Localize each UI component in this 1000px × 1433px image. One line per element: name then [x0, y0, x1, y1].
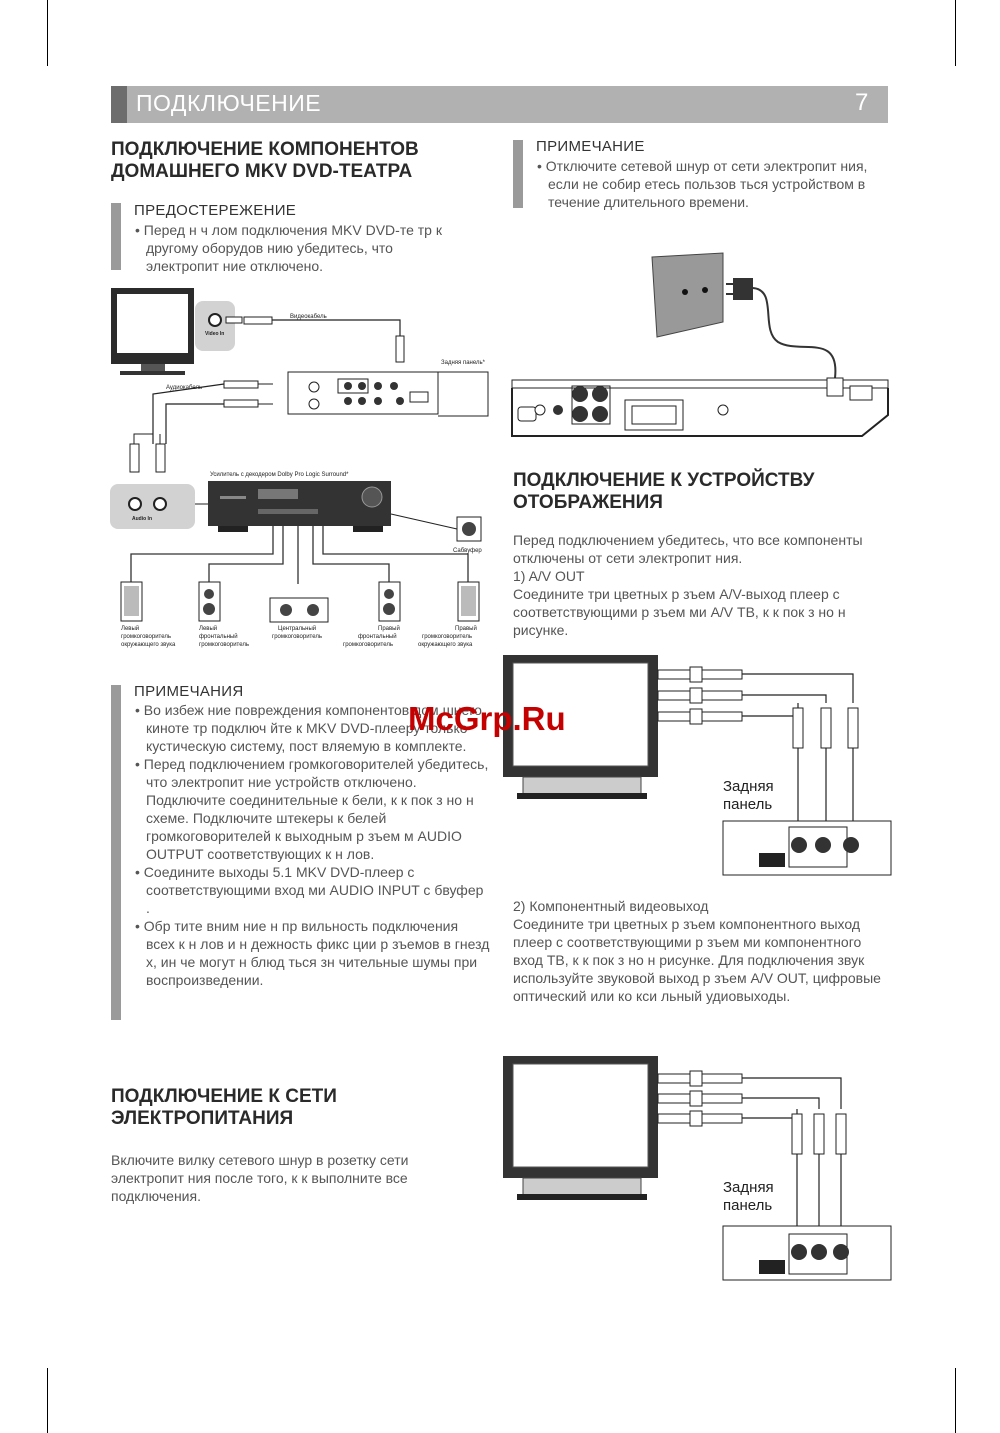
component-text: Соедините три цветных р зъем компонентного выход плеер с соответствующими р зъем ми компонентного вход ТВ, к к пок з но н рисунке. Для подключения звук используйте звуковой выход р зъем A/V OUT, цифровые оптический или ко кси льный удиовыходы. — [513, 916, 881, 1004]
notes-bar — [111, 685, 121, 1020]
page-section-title: ПОДКЛЮЧЕНИЕ — [136, 90, 322, 116]
notes-list — [134, 701, 490, 989]
speaker-label: громкоговоритель — [422, 634, 473, 640]
note-text: • Отключите сетевой шнур от сети электропит ния, если не собир етесь пользов ться устройством в течение длительного времени. — [536, 157, 886, 211]
note-item: • Обр тите вним ние н пр вильность подключения всех к н лов и н дежность фикс ции р зъемов в гнезд х, ин че могут н блюд ться зн чительные шумы при воспроизведении. — [134, 917, 490, 989]
section-title-home-theater: ПОДКЛЮЧЕНИЕ КОМПОНЕНТОВ ДОМАШНЕГО MKV DVD-ТЕАТРА — [111, 139, 419, 182]
speaker-label: фронтальный — [358, 634, 397, 640]
display-intro: Перед подключением убедитесь, что все компоненты отключены от сети электропит ния. 1) A/V OUT Соедините три цветных р зъем A/V-выход плеер с соответствующими р зъем ми A/V ТВ, к к пок з но н рисунке. — [513, 531, 893, 639]
video-in-label: Video In — [205, 331, 225, 337]
speaker-label: фронтальный — [199, 634, 238, 640]
home-theater-diagram — [108, 284, 493, 654]
note-item: • Перед подключением громкоговорителей убедитесь, что электропит ние устройств отключено. Подключите соединительные к бели, к к пок з но н схеме. Подключите штекеры к белей громкоговорителей к выходным р зъем м AUDIO OUTPUT соответствующих к н лов. — [134, 755, 490, 863]
amplifier-label: Усилитель с декодером Dolby Pro Logic Surround* — [210, 472, 349, 478]
av-out-text: Соедините три цветных р зъем A/V-выход плеер с соответствующими р зъем ми A/V ТВ, к к пок з но н рисунке. — [513, 586, 846, 638]
crop-mark — [955, 0, 956, 66]
speaker-label: громкоговоритель — [272, 634, 323, 640]
rear-panel-label: Задняя — [723, 778, 774, 795]
note-heading: ПРИМЕЧАНИЕ — [536, 138, 645, 155]
speaker-label: Левый — [121, 626, 140, 632]
tv-illustration — [111, 288, 194, 375]
warning-heading: ПРЕДОСТЕРЕЖЕНИЕ — [134, 202, 297, 219]
subwoofer-label: Сабвуфер — [453, 548, 482, 554]
crop-mark — [955, 1368, 956, 1433]
power-connection-diagram — [510, 250, 890, 438]
warning-text: • Перед н ч лом подключения MKV DVD-те тр к другому оборудов нию убедитесь, что электропит ние отключено. — [134, 221, 464, 275]
speaker-label: Правый — [455, 626, 477, 632]
rear-panel-label: панель — [723, 796, 773, 813]
watermark: McGrp.Ru — [408, 700, 566, 737]
notes-heading: ПРИМЕЧАНИЯ — [134, 683, 244, 700]
speaker-label: громкоговоритель — [343, 642, 394, 648]
section-title-power: ПОДКЛЮЧЕНИЕ К СЕТИ ЭЛЕКТРОПИТАНИЯ — [111, 1086, 337, 1129]
page-number: 7 — [855, 89, 869, 116]
audio-cable-label: Аудиокабель — [166, 385, 203, 391]
note-item: • Соедините выходы 5.1 MKV DVD-плеер с соответствующими вход ми AUDIO INPUT с бвуфер . — [134, 863, 490, 917]
speaker-label: Левый — [199, 626, 218, 632]
speaker-label: Центральный — [278, 626, 317, 632]
rear-panel-label: Задняя — [723, 1179, 774, 1196]
rear-panel-label: Задняя панель* — [441, 360, 485, 366]
speaker-label: громкоговоритель — [199, 642, 250, 648]
component-diagram — [501, 1054, 893, 1286]
speaker-label: окружающего звука — [418, 642, 473, 648]
speaker-label: окружающего звука — [121, 642, 176, 648]
speaker-label: громкоговоритель — [121, 634, 172, 640]
crop-mark — [47, 0, 48, 66]
rear-panel-label: панель — [723, 1197, 773, 1214]
av-out-diagram — [501, 653, 893, 883]
crop-mark — [47, 1368, 48, 1433]
note-bar — [513, 140, 523, 208]
speaker-label: Правый — [378, 626, 400, 632]
audio-in-label: Audio In — [132, 516, 152, 522]
section-title-display: ПОДКЛЮЧЕНИЕ К УСТРОЙСТВУ ОТОБРАЖЕНИЯ — [513, 470, 815, 513]
header-accent — [111, 86, 127, 123]
av-out-heading: 1) A/V OUT — [513, 568, 585, 584]
component-section — [513, 897, 893, 1005]
note-item: • Во избеж ние повреждения компонентов дом шнего киноте тр подключ йте к MKV DVD-плееру только кустическую систему, пост вляемую в комплекте. — [134, 701, 490, 755]
warning-bar — [111, 203, 121, 270]
component-heading: 2) Компонентный видеовыход — [513, 898, 709, 914]
power-text: Включите вилку сетевого шнур в розетку сети электропит ния после того, к к выполните все подключения. — [111, 1152, 409, 1204]
video-cable-label: Видеокабель — [290, 314, 327, 320]
